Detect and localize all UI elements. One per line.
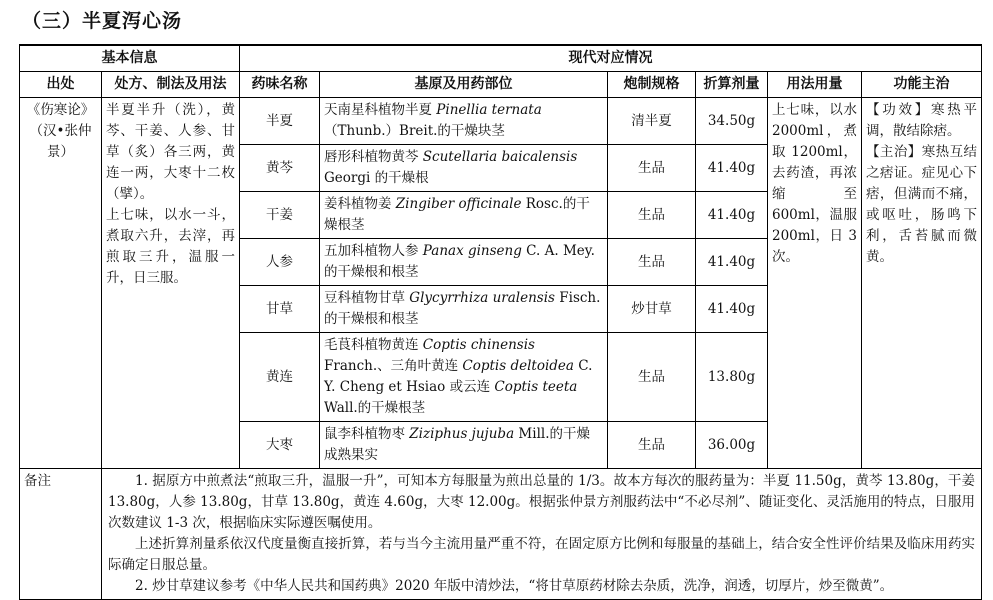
table-row — [20, 98, 982, 145]
herb-dosage: 41.40g — [696, 239, 768, 286]
herb-processing: 炒甘草 — [608, 286, 696, 333]
header-group-row — [20, 45, 982, 72]
source-cell: 《伤寒论》（汉•张仲景） — [20, 98, 102, 469]
header-function: 功能主治 — [862, 72, 982, 98]
indication-text: 寒热互结之痞证。症见心下痞，但满而不痛，或呕吐，肠鸣下利，舌苔腻而微黄。 — [866, 144, 978, 265]
herb-dosage: 41.40g — [696, 145, 768, 192]
herb-origin: 天南星科植物半夏 Pinellia ternata（Thunb.）Breit.的干燥块茎 — [320, 98, 608, 145]
function-cell — [862, 98, 982, 469]
herb-processing: 生品 — [608, 145, 696, 192]
usage-cell: 上七味，以水 2000ml，煮取 1200ml，去药渣，再浓缩至 600ml，温服 200ml，日 3 次。 — [768, 98, 862, 469]
herb-name: 黄连 — [240, 333, 320, 422]
herb-name: 干姜 — [240, 192, 320, 239]
herb-dosage: 41.40g — [696, 192, 768, 239]
formula-cell — [102, 98, 240, 469]
header-origin: 基原及用药部位 — [320, 72, 608, 98]
herb-processing: 清半夏 — [608, 98, 696, 145]
notes-row — [20, 469, 982, 600]
indication-label: 【主治】 — [866, 144, 922, 160]
header-source: 出处 — [20, 72, 102, 98]
herb-name: 人参 — [240, 239, 320, 286]
herb-dosage: 36.00g — [696, 422, 768, 469]
herb-name: 甘草 — [240, 286, 320, 333]
notes-label: 备注 — [20, 469, 102, 600]
herb-origin: 毛茛科植物黄连 Coptis chinensis Franch.、三角叶黄连 Coptis deltoidea C. Y. Cheng et Hsiao 或云连 Coptis teeta Wall.的干燥根茎 — [320, 333, 608, 422]
page-title: （三）半夏泻心汤 — [22, 10, 183, 32]
herb-origin: 鼠李科植物枣 Ziziphus jujuba Mill.的干燥成熟果实 — [320, 422, 608, 469]
efficacy-text: 寒热平调，散结除痞。 — [866, 102, 977, 139]
header-processing: 炮制规格 — [608, 72, 696, 98]
herb-processing: 生品 — [608, 192, 696, 239]
header-row — [20, 72, 982, 98]
header-usage: 用法用量 — [768, 72, 862, 98]
herb-processing: 生品 — [608, 333, 696, 422]
formula-table — [19, 44, 982, 600]
herb-dosage: 41.40g — [696, 286, 768, 333]
header-modern: 现代对应情况 — [240, 45, 982, 72]
efficacy-label: 【功效】 — [866, 102, 931, 118]
formula-composition: 半夏半升（洗），黄芩、干姜、人参、甘草（炙）各三两，黄连一两，大枣十二枚（擘）。 — [106, 102, 235, 202]
herb-name: 大枣 — [240, 422, 320, 469]
herb-origin: 姜科植物姜 Zingiber officinale Rosc.的干燥根茎 — [320, 192, 608, 239]
herb-origin: 豆科植物甘草 Glycyrrhiza uralensis Fisch.的干燥根和根茎 — [320, 286, 608, 333]
herb-name: 黄芩 — [240, 145, 320, 192]
header-basic-info: 基本信息 — [20, 45, 240, 72]
header-herb-name: 药味名称 — [240, 72, 320, 98]
header-dosage: 折算剂量 — [696, 72, 768, 98]
herb-processing: 生品 — [608, 422, 696, 469]
header-formula: 处方、制法及用法 — [102, 72, 240, 98]
herb-name: 半夏 — [240, 98, 320, 145]
notes-cell — [102, 469, 982, 600]
note-1: 1. 据原方中煎煮法“煎取三升，温服一升”，可知本方每服量为煎出总量的 1/3。故本方每次的服药量为：半夏 11.50g，黄芩 13.80g，干姜 13.80g，人参 13.80g，甘草 13.80g，黄连 4.60g，大枣 12.00g。根据张仲景方剂服药法中“不必尽剂”、随证变化、灵活施用的特点，日服用次数建议 1-3 次，根据临床实际遵医嘱使用。 — [108, 473, 975, 531]
herb-dosage: 13.80g — [696, 333, 768, 422]
note-2: 2. 炒甘草建议参考《中华人民共和国药典》2020 年版中清炒法，“将甘草原药材除去杂质，洗净，润透，切厚片，炒至微黄”。 — [135, 578, 894, 594]
herb-origin: 唇形科植物黄芩 Scutellaria baicalensis Georgi 的干燥根 — [320, 145, 608, 192]
herb-processing: 生品 — [608, 239, 696, 286]
formula-method: 上七味，以水一斗，煮取六升，去滓，再煎取三升，温服一升，日三服。 — [106, 207, 235, 286]
herb-origin: 五加科植物人参 Panax ginseng C. A. Mey.的干燥根和根茎 — [320, 239, 608, 286]
herb-dosage: 34.50g — [696, 98, 768, 145]
note-1-supplement: 上述折算剂量系依汉代度量衡直接折算，若与当今主流用量严重不符，在固定原方比例和每服量的基础上，结合安全性评价结果及临床用药实际确定日服总量。 — [108, 536, 975, 573]
